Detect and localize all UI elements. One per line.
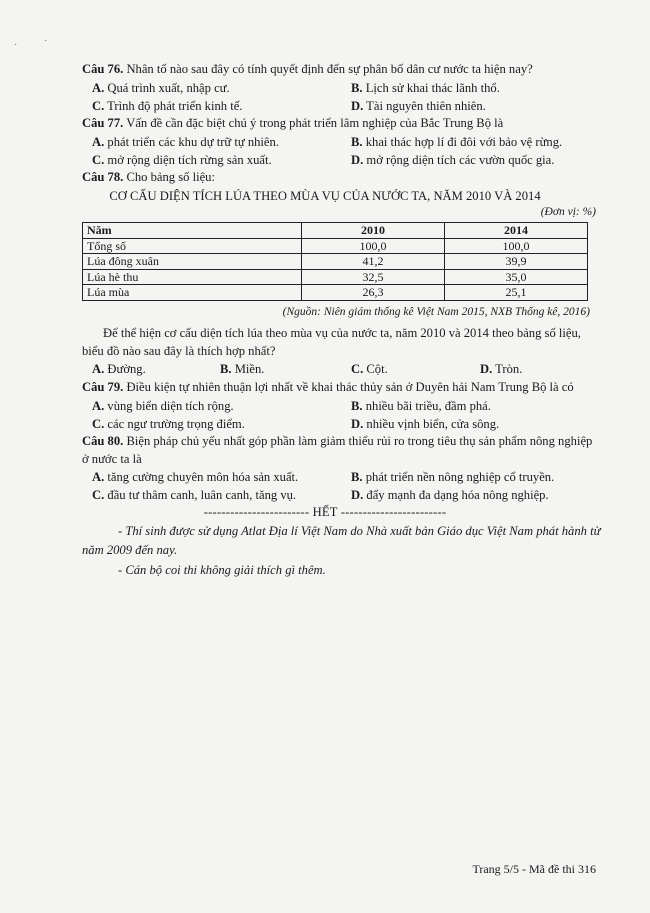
question-78-label: Câu 78.	[82, 170, 124, 184]
scan-speck: ·	[14, 40, 18, 51]
option-letter: B.	[351, 399, 363, 413]
option-text: Tròn.	[495, 362, 523, 376]
option-letter: B.	[351, 135, 363, 149]
q77-option-a[interactable]	[92, 135, 279, 150]
table-source: (Nguồn: Niên giám thống kê Việt Nam 2015, NXB Thống kê, 2016)	[282, 306, 590, 318]
table-title: CƠ CẤU DIỆN TÍCH LÚA THEO MÙA VỤ CỦA NƯỚC TA, NĂM 2010 VÀ 2014	[109, 189, 541, 203]
option-text: tăng cường chuyên môn hóa sản xuất.	[107, 470, 299, 484]
option-letter: D.	[480, 362, 493, 376]
option-text: vùng biển diện tích rộng.	[107, 399, 234, 413]
q77-option-c[interactable]	[92, 153, 272, 168]
question-76	[82, 60, 533, 78]
option-letter: A.	[92, 470, 105, 484]
question-78-stem-line2: biểu đồ nào sau đây là thích hợp nhất?	[82, 344, 276, 358]
question-77	[82, 114, 503, 132]
q77-option-d[interactable]	[351, 153, 554, 168]
q80-option-c[interactable]	[92, 488, 296, 503]
q76-option-b[interactable]	[351, 81, 500, 96]
option-text: mở rộng diện tích các vườn quốc gia.	[366, 153, 555, 167]
page-footer: Trang 5/5 - Mã đề thi 316	[472, 862, 596, 876]
option-text: đẩy mạnh đa dạng hóa nông nghiệp.	[366, 488, 549, 502]
data-table	[82, 222, 588, 301]
note-line2: năm 2009 đến nay.	[82, 543, 178, 557]
q79-option-c[interactable]	[92, 417, 245, 432]
option-letter: B.	[220, 362, 232, 376]
q78-option-c[interactable]	[351, 362, 388, 377]
question-78-stem-line1: Để thể hiện cơ cấu diện tích lúa theo mùa vụ của nước ta, năm 2010 và 2014 theo bảng số liệu,	[103, 326, 581, 340]
table-row	[83, 269, 588, 285]
option-text: Đường.	[107, 362, 146, 376]
option-letter: C.	[92, 417, 105, 431]
question-79-text: Điều kiện tự nhiên thuận lợi nhất về khai thác thủy sản ở Duyên hải Nam Trung Bộ là có	[126, 380, 574, 394]
question-80-label: Câu 80.	[82, 434, 124, 448]
q78-option-b[interactable]	[220, 362, 264, 377]
table-header-cell: 2014	[445, 223, 588, 239]
question-80-text: Biện pháp chủ yếu nhất góp phần làm giảm thiểu rủi ro trong tiêu thụ sản phẩm nông nghiệp	[126, 434, 593, 448]
option-text: nhiều bãi triều, đầm phá.	[365, 399, 491, 413]
scan-speck: ·	[44, 36, 48, 47]
q76-option-a[interactable]	[92, 81, 230, 96]
table-row	[83, 285, 588, 301]
table-cell: 100,0	[445, 238, 588, 254]
option-letter: C.	[92, 153, 105, 167]
option-letter: C.	[351, 362, 364, 376]
option-letter: B.	[351, 81, 363, 95]
table-row	[83, 238, 588, 254]
question-79	[82, 378, 574, 396]
option-letter: A.	[92, 362, 105, 376]
q79-option-b[interactable]	[351, 399, 491, 414]
q78-option-a[interactable]	[92, 362, 146, 377]
table-cell: 35,0	[445, 269, 588, 285]
q76-option-d[interactable]	[351, 99, 486, 114]
option-text: các ngư trường trọng điểm.	[107, 417, 245, 431]
option-text: mở rộng diện tích rừng sản xuất.	[107, 153, 272, 167]
q80-option-b[interactable]	[351, 470, 554, 485]
table-header-cell: Năm	[83, 223, 302, 239]
option-text: khai thác hợp lí đi đôi với bảo vệ rừng.	[365, 135, 563, 149]
option-text: đầu tư thâm canh, luân canh, tăng vụ.	[107, 488, 297, 502]
option-letter: A.	[92, 399, 105, 413]
option-text: Miền.	[234, 362, 265, 376]
note-line3: - Cán bộ coi thi không giải thích gì thêm.	[118, 563, 326, 577]
q76-option-c[interactable]	[92, 99, 242, 114]
table-cell: 32,5	[302, 269, 445, 285]
q79-option-a[interactable]	[92, 399, 234, 414]
option-letter: C.	[92, 488, 105, 502]
table-header-cell: 2010	[302, 223, 445, 239]
question-76-label: Câu 76.	[82, 62, 124, 76]
option-letter: A.	[92, 135, 105, 149]
question-78-text: Cho bảng số liệu:	[126, 170, 215, 184]
note-line1: - Thí sinh được sử dụng Atlat Địa lí Việt Nam do Nhà xuất bản Giáo dục Việt Nam phát hành từ	[118, 524, 601, 538]
option-letter: B.	[351, 470, 363, 484]
option-text: phát triển các khu dự trữ tự nhiên.	[107, 135, 279, 149]
question-80	[82, 432, 592, 450]
table-unit: (Đơn vị: %)	[540, 206, 596, 218]
table-cell: Lúa đông xuân	[83, 254, 302, 270]
question-77-text: Vấn đề cần đặc biệt chú ý trong phát triển lâm nghiệp của Bắc Trung Bộ là	[126, 116, 504, 130]
q77-option-b[interactable]	[351, 135, 562, 150]
table-cell: 100,0	[302, 238, 445, 254]
option-text: Cột.	[366, 362, 388, 376]
option-text: Trình độ phát triển kinh tế.	[107, 99, 243, 113]
table-cell: Tổng số	[83, 238, 302, 254]
q80-option-a[interactable]	[92, 470, 298, 485]
q80-option-d[interactable]	[351, 488, 549, 503]
option-letter: D.	[351, 488, 364, 502]
end-of-exam-mark: ------------------------ HẾT ------------------------	[203, 505, 447, 519]
question-78	[82, 168, 215, 186]
question-76-text: Nhân tố nào sau đây có tính quyết định đến sự phân bố dân cư nước ta hiện nay?	[126, 62, 533, 76]
table-header-row	[83, 223, 588, 239]
q78-option-d[interactable]	[480, 362, 522, 377]
option-text: Tài nguyên thiên nhiên.	[366, 99, 486, 113]
option-letter: D.	[351, 153, 364, 167]
q79-option-d[interactable]	[351, 417, 499, 432]
question-80-text-line2: ở nước ta là	[82, 452, 142, 466]
question-77-label: Câu 77.	[82, 116, 124, 130]
option-text: phát triển nền nông nghiệp cổ truyền.	[365, 470, 555, 484]
table-cell: 41,2	[302, 254, 445, 270]
table-cell: 26,3	[302, 285, 445, 301]
question-79-label: Câu 79.	[82, 380, 124, 394]
table-cell: 39,9	[445, 254, 588, 270]
table-cell: 25,1	[445, 285, 588, 301]
table-cell: Lúa mùa	[83, 285, 302, 301]
option-letter: D.	[351, 99, 364, 113]
option-letter: A.	[92, 81, 105, 95]
table-row	[83, 254, 588, 270]
option-text: Lịch sử khai thác lãnh thổ.	[365, 81, 500, 95]
table-cell: Lúa hè thu	[83, 269, 302, 285]
option-text: nhiều vịnh biển, cửa sông.	[366, 417, 500, 431]
option-letter: D.	[351, 417, 364, 431]
option-letter: C.	[92, 99, 105, 113]
option-text: Quá trình xuất, nhập cư.	[107, 81, 230, 95]
